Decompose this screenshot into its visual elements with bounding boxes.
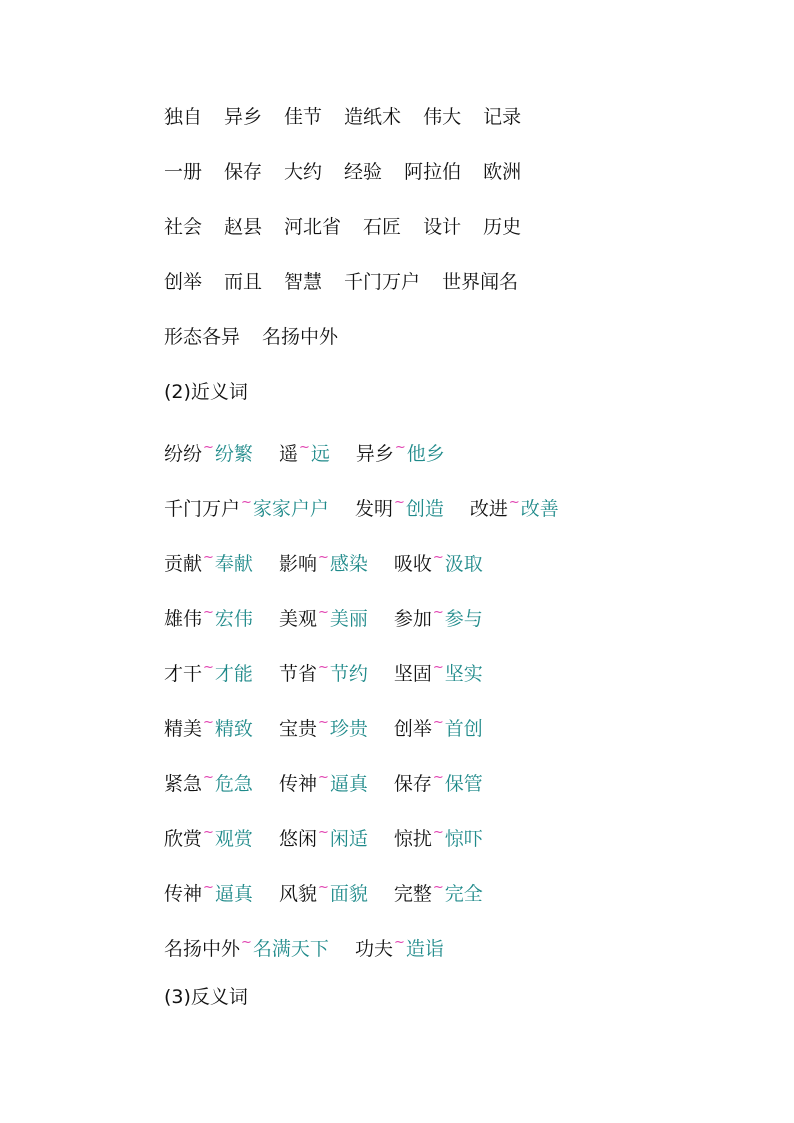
synonym-source-word: 传神 xyxy=(164,883,203,905)
tilde-mark: ~ xyxy=(393,935,405,950)
vocab-word: 创举 xyxy=(164,271,203,293)
tilde-mark: ~ xyxy=(298,440,310,455)
synonym-line xyxy=(164,485,764,540)
synonym-pair xyxy=(164,485,329,527)
tilde-mark: ~ xyxy=(432,880,444,895)
synonym-target-word: 首创 xyxy=(444,718,483,740)
tilde-mark: ~ xyxy=(203,440,214,455)
synonym-pair xyxy=(394,815,483,857)
synonym-line xyxy=(164,430,764,485)
synonym-pair xyxy=(164,650,253,692)
synonym-source-word: 名扬中外 xyxy=(164,938,241,960)
synonym-pair xyxy=(164,925,329,967)
vocab-line xyxy=(164,210,764,265)
synonym-pair xyxy=(279,540,368,582)
synonym-line xyxy=(164,870,764,925)
document-page xyxy=(164,100,764,1035)
synonym-target-word: 纷繁 xyxy=(214,443,253,465)
synonym-line xyxy=(164,650,764,705)
synonym-target-word: 坚实 xyxy=(444,663,483,685)
vocab-word: 大约 xyxy=(284,161,323,183)
synonym-source-word: 吸收 xyxy=(393,553,432,575)
vocab-line xyxy=(164,265,764,320)
tilde-mark: ~ xyxy=(241,935,252,950)
synonym-pair xyxy=(164,705,253,747)
synonym-target-word: 逼真 xyxy=(329,773,368,795)
synonym-pair xyxy=(355,925,444,967)
vocab-word: 赵县 xyxy=(224,216,263,238)
synonym-target-word: 感染 xyxy=(329,553,368,575)
synonym-line xyxy=(164,925,764,980)
vocab-word: 智慧 xyxy=(284,271,323,293)
vocab-word: 河北省 xyxy=(284,216,342,238)
vocab-word: 阿拉伯 xyxy=(404,161,462,183)
synonym-source-word: 千门万户 xyxy=(164,498,241,520)
synonym-pair xyxy=(164,760,253,802)
synonym-source-word: 悠闲 xyxy=(278,828,317,850)
synonym-pair xyxy=(279,870,368,912)
tilde-mark: ~ xyxy=(203,550,214,565)
synonym-source-word: 才干 xyxy=(164,663,203,685)
synonym-source-word: 紧急 xyxy=(164,773,203,795)
synonym-pair xyxy=(394,705,483,747)
synonym-source-word: 美观 xyxy=(278,608,317,630)
synonym-target-word: 危急 xyxy=(214,773,253,795)
vocab-word: 历史 xyxy=(483,216,522,238)
synonym-line xyxy=(164,815,764,870)
synonym-pair xyxy=(470,485,559,527)
synonym-pair xyxy=(164,870,253,912)
synonym-pair xyxy=(394,650,483,692)
synonym-target-word: 精致 xyxy=(214,718,253,740)
synonym-source-word: 改进 xyxy=(469,498,508,520)
synonym-pair xyxy=(279,650,368,692)
synonym-target-word: 远 xyxy=(310,443,330,465)
vocab-word: 设计 xyxy=(423,216,462,238)
vocab-word: 社会 xyxy=(164,216,203,238)
vocab-word: 名扬中外 xyxy=(262,326,339,348)
synonym-source-word: 功夫 xyxy=(354,938,393,960)
synonym-source-word: 惊扰 xyxy=(393,828,432,850)
synonym-target-word: 名满天下 xyxy=(252,938,329,960)
synonym-target-word: 珍贵 xyxy=(329,718,368,740)
synonym-pair xyxy=(279,595,368,637)
synonym-source-word: 参加 xyxy=(393,608,432,630)
vocab-word: 而且 xyxy=(224,271,263,293)
synonym-source-word: 完整 xyxy=(393,883,432,905)
synonym-target-word: 节约 xyxy=(329,663,368,685)
tilde-mark: ~ xyxy=(317,715,329,730)
synonym-source-word: 传神 xyxy=(278,773,317,795)
synonym-target-word: 美丽 xyxy=(329,608,368,630)
synonym-target-word: 奉献 xyxy=(214,553,253,575)
tilde-mark: ~ xyxy=(241,495,252,510)
synonym-line xyxy=(164,705,764,760)
synonym-pair xyxy=(164,540,253,582)
tilde-mark: ~ xyxy=(393,495,405,510)
tilde-mark: ~ xyxy=(203,605,214,620)
tilde-mark: ~ xyxy=(432,550,444,565)
synonym-target-word: 他乡 xyxy=(406,443,445,465)
synonym-source-word: 欣赏 xyxy=(164,828,203,850)
tilde-mark: ~ xyxy=(317,880,329,895)
synonym-source-word: 贡献 xyxy=(164,553,203,575)
vocabulary-list xyxy=(164,100,764,375)
synonym-target-word: 面貌 xyxy=(329,883,368,905)
synonym-target-word: 完全 xyxy=(444,883,483,905)
tilde-mark: ~ xyxy=(317,605,329,620)
tilde-mark: ~ xyxy=(432,605,444,620)
section-heading-synonyms: (2)近义词 xyxy=(164,381,248,403)
synonym-target-word: 惊吓 xyxy=(444,828,483,850)
tilde-mark: ~ xyxy=(203,770,214,785)
synonym-pair xyxy=(394,595,483,637)
tilde-mark: ~ xyxy=(317,550,329,565)
tilde-mark: ~ xyxy=(432,825,444,840)
synonym-target-word: 逼真 xyxy=(214,883,253,905)
synonym-source-word: 坚固 xyxy=(393,663,432,685)
section-heading-antonyms: (3)反义词 xyxy=(164,986,248,1008)
synonym-source-word: 宝贵 xyxy=(278,718,317,740)
synonym-source-word: 影响 xyxy=(278,553,317,575)
tilde-mark: ~ xyxy=(203,825,214,840)
synonym-source-word: 风貌 xyxy=(278,883,317,905)
vocab-word: 石匠 xyxy=(363,216,402,238)
vocab-word: 形态各异 xyxy=(164,326,241,348)
synonym-pair xyxy=(394,540,483,582)
synonym-line xyxy=(164,760,764,815)
tilde-mark: ~ xyxy=(508,495,520,510)
synonym-pair xyxy=(279,430,330,472)
synonym-source-word: 异乡 xyxy=(355,443,394,465)
tilde-mark: ~ xyxy=(203,660,214,675)
synonym-source-word: 创举 xyxy=(393,718,432,740)
synonym-pair xyxy=(355,485,444,527)
synonym-list xyxy=(164,430,764,980)
synonym-target-word: 闲适 xyxy=(329,828,368,850)
synonym-source-word: 节省 xyxy=(278,663,317,685)
synonym-source-word: 精美 xyxy=(164,718,203,740)
vocab-word: 造纸术 xyxy=(344,106,402,128)
synonym-target-word: 汲取 xyxy=(444,553,483,575)
synonym-target-word: 改善 xyxy=(520,498,559,520)
synonym-pair xyxy=(394,760,483,802)
synonym-pair xyxy=(164,430,253,472)
synonym-line xyxy=(164,540,764,595)
tilde-mark: ~ xyxy=(317,660,329,675)
synonym-target-word: 家家户户 xyxy=(252,498,329,520)
synonym-pair xyxy=(394,870,483,912)
vocab-word: 伟大 xyxy=(423,106,462,128)
synonym-pair xyxy=(356,430,445,472)
vocab-word: 保存 xyxy=(224,161,263,183)
synonym-target-word: 宏伟 xyxy=(214,608,253,630)
tilde-mark: ~ xyxy=(432,715,444,730)
tilde-mark: ~ xyxy=(432,660,444,675)
vocab-word: 经验 xyxy=(344,161,383,183)
synonym-source-word: 纷纷 xyxy=(164,443,203,465)
synonym-target-word: 造诣 xyxy=(405,938,444,960)
synonym-pair xyxy=(164,595,253,637)
synonym-target-word: 保管 xyxy=(444,773,483,795)
tilde-mark: ~ xyxy=(432,770,444,785)
synonym-pair xyxy=(279,705,368,747)
synonym-target-word: 才能 xyxy=(214,663,253,685)
synonym-target-word: 观赏 xyxy=(214,828,253,850)
vocab-line xyxy=(164,320,764,375)
synonym-pair xyxy=(164,815,253,857)
synonym-line xyxy=(164,595,764,650)
vocab-word: 异乡 xyxy=(224,106,263,128)
tilde-mark: ~ xyxy=(394,440,406,455)
synonym-target-word: 创造 xyxy=(405,498,444,520)
tilde-mark: ~ xyxy=(317,770,329,785)
vocab-word: 一册 xyxy=(164,161,203,183)
vocab-line xyxy=(164,100,764,155)
vocab-word: 千门万户 xyxy=(344,271,421,293)
synonym-pair xyxy=(279,815,368,857)
vocab-word: 世界闻名 xyxy=(442,271,519,293)
synonym-source-word: 保存 xyxy=(393,773,432,795)
vocab-word: 欧洲 xyxy=(483,161,522,183)
tilde-mark: ~ xyxy=(203,715,214,730)
vocab-word: 记录 xyxy=(483,106,522,128)
synonym-target-word: 参与 xyxy=(444,608,483,630)
synonym-source-word: 遥 xyxy=(278,443,298,465)
vocab-word: 佳节 xyxy=(284,106,323,128)
vocab-word: 独自 xyxy=(164,106,203,128)
synonym-source-word: 发明 xyxy=(354,498,393,520)
synonym-pair xyxy=(279,760,368,802)
vocab-line xyxy=(164,155,764,210)
tilde-mark: ~ xyxy=(203,880,214,895)
tilde-mark: ~ xyxy=(317,825,329,840)
synonym-source-word: 雄伟 xyxy=(164,608,203,630)
